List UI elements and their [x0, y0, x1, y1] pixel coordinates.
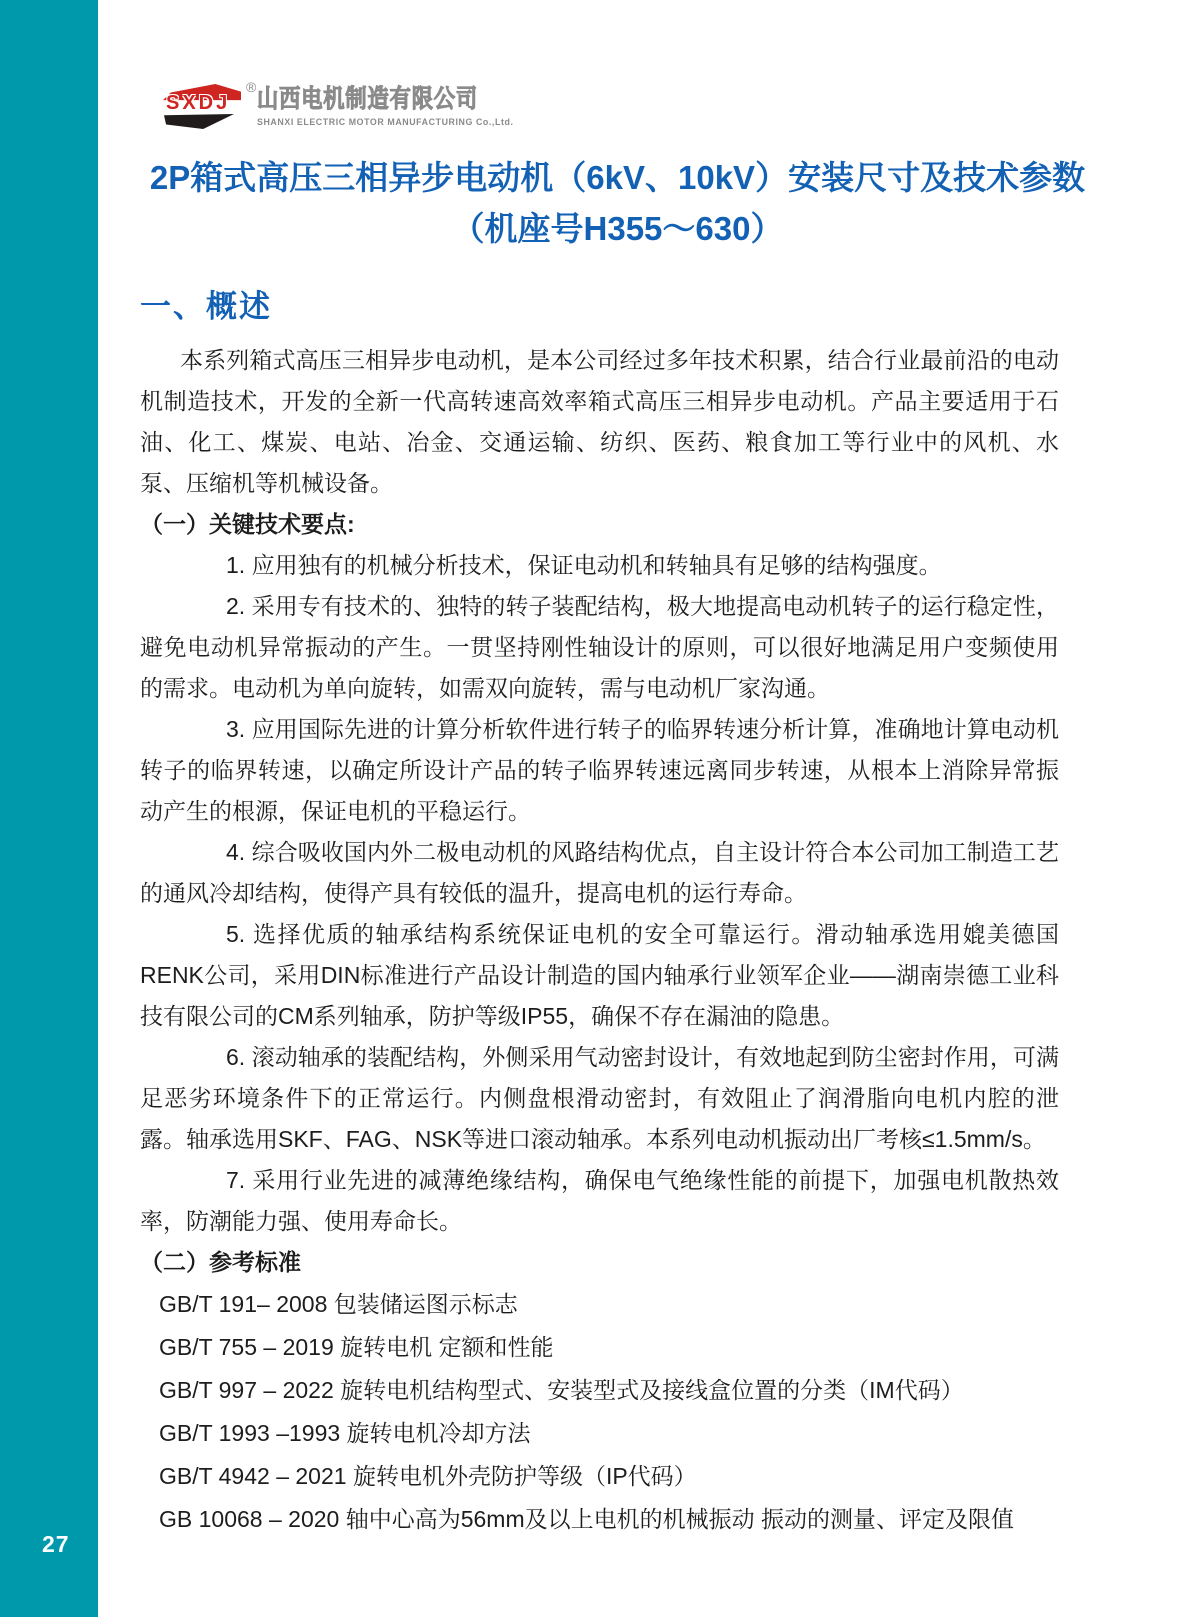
sxdj-logo-icon: [163, 79, 257, 130]
document-title: [140, 156, 1095, 252]
registered-trademark-icon: ®: [246, 79, 257, 95]
key-point-3: 3. 应用国际先进的计算分析软件进行转子的临界转速分析计算，准确地计算电动机转子的临界转速，以确定所设计产品的转子临界转速远离同步转速，从根本上消除异常振动产生的根源，保证电机的平稳运行。: [140, 716, 1059, 824]
document-title-line1: 2P箱式高压三相异步电动机（6kV、10kV）安装尺寸及技术参数: [149, 159, 1086, 196]
intro-paragraph: 本系列箱式高压三相异步电动机，是本公司经过多年技术积累，结合行业最前沿的电动机制造技术，开发的全新一代高转速高效率箱式高压三相异步电动机。产品主要适用于石油、化工、煤炭、电站、冶金、交通运输、纺织、医药、粮食加工等行业中的风机、水泵、压缩机等机械设备。: [140, 347, 1059, 496]
company-logo: [163, 79, 519, 130]
page-number: 27: [42, 1531, 70, 1557]
logo-letters: SXDJ: [166, 92, 231, 114]
key-point-7: 7. 采用行业先进的减薄绝缘结构，确保电气绝缘性能的前提下，加强电机散热效率，防潮能力强、使用寿命长。: [140, 1167, 1059, 1234]
logo-swoosh-shape: [164, 114, 234, 129]
standards-list: [140, 1283, 1059, 1541]
key-point-2: 2. 采用专有技术的、独特的转子装配结构，极大地提高电动机转子的运行稳定性，避免电动机异常振动的产生。一贯坚持刚性轴设计的原则，可以很好地满足用户变频使用的需求。电动机为单向旋转，如需双向旋转，需与电动机厂家沟通。: [140, 593, 1059, 701]
standard-item-2: GB/T 755 – 2019 旋转电机 定额和性能: [159, 1334, 554, 1360]
standards-subheading: （二）参考标准: [140, 1249, 301, 1275]
key-point-1: 1. 应用独有的机械分析技术，保证电动机和转轴具有足够的结构强度。: [226, 552, 942, 578]
overview-body: [140, 340, 1059, 1541]
company-names: [257, 84, 519, 127]
standard-item-4: GB/T 1993 –1993 旋转电机冷却方法: [159, 1420, 531, 1446]
section-heading-overview: 一、概述: [140, 289, 272, 324]
key-point-4: 4. 综合吸收国内外二极电动机的风路结构优点，自主设计符合本公司加工制造工艺的通风冷却结构，使得产具有较低的温升，提高电机的运行寿命。: [140, 839, 1059, 906]
key-points-subheading: （一）关键技术要点:: [140, 511, 355, 537]
company-name-cn: 山西电机制造有限公司: [257, 85, 479, 113]
standard-item-5: GB/T 4942 – 2021 旋转电机外壳防护等级（IP代码）: [159, 1463, 697, 1489]
key-point-6: 6. 滚动轴承的装配结构，外侧采用气动密封设计，有效地起到防尘密封作用，可满足恶劣环境条件下的正常运行。内侧盘根滑动密封，有效阻止了润滑脂向电机内腔的泄露。轴承选用SKF、FAG、NSK等进口滚动轴承。本系列电动机振动出厂考核≤1.5mm/s。: [140, 1044, 1059, 1152]
company-name-en: SHANXI ELECTRIC MOTOR MANUFACTURING Co.,Ltd.: [257, 116, 514, 127]
standard-item-6: GB 10068 – 2020 轴中心高为56mm及以上电机的机械振动 振动的测量、评定及限值: [159, 1506, 1014, 1532]
standard-item-1: GB/T 191– 2008 包装储运图示标志: [159, 1291, 518, 1317]
key-point-5: 5. 选择优质的轴承结构系统保证电机的安全可靠运行。滑动轴承选用媲美德国RENK公司，采用DIN标准进行产品设计制造的国内轴承行业领军企业——湖南崇德工业科技有限公司的CM系列轴承，防护等级IP55，确保不存在漏油的隐患。: [140, 921, 1059, 1029]
standard-item-3: GB/T 997 – 2022 旋转电机结构型式、安装型式及接线盒位置的分类（IM代码）: [159, 1377, 964, 1403]
document-title-line2: （机座号H355～630）: [451, 210, 784, 247]
left-accent-band: [0, 0, 98, 1617]
